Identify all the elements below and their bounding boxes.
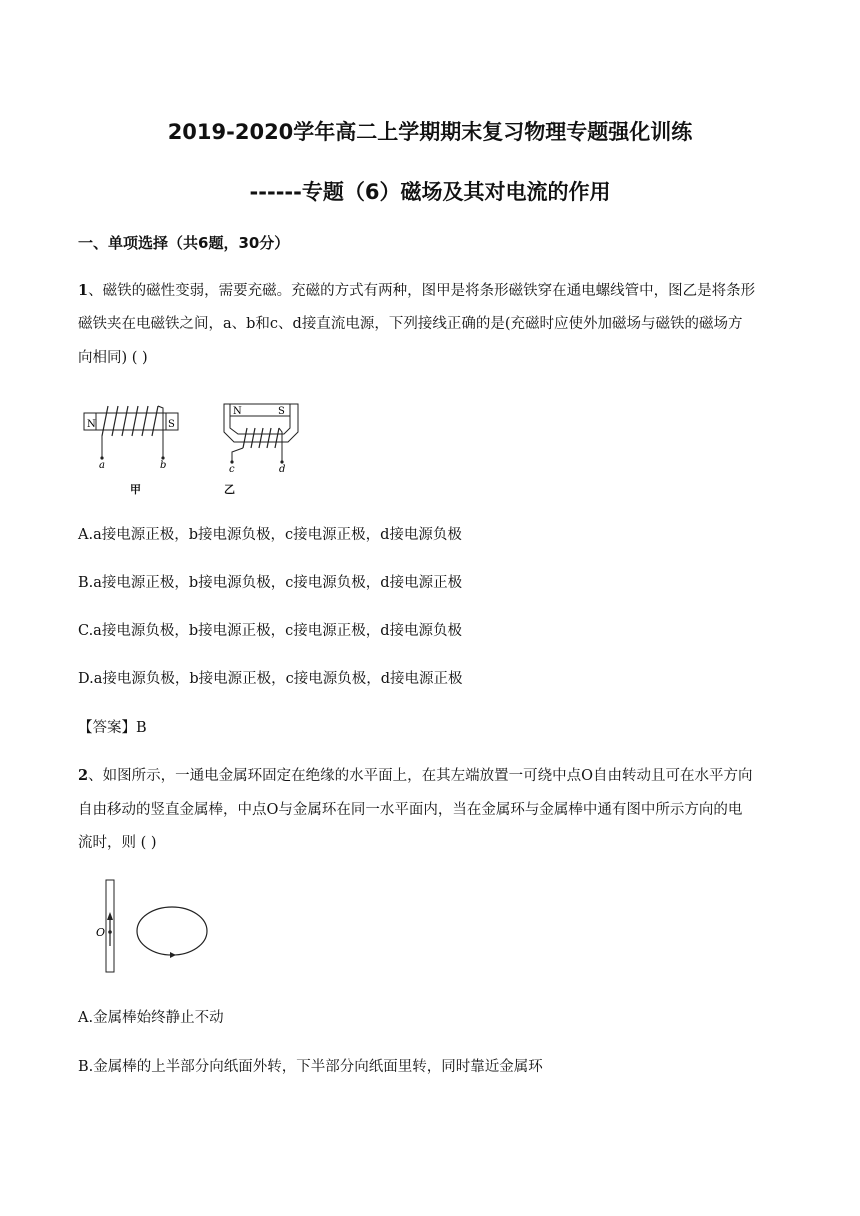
question-1-option-d: D.a接电源负极，b接电源正极，c接电源负极，d接电源正极 [78,671,463,687]
figure-yi-label: 乙 [224,483,235,496]
electromagnet-n-label: N [233,406,242,417]
question-1-answer [78,716,147,737]
figure-jia-label: 甲 [130,483,141,496]
terminal-c: c [229,464,235,475]
terminal-d: d [279,464,286,475]
question-1-text: 、磁铁的磁性变弱，需要充磁。充磁的方式有两种，图甲是将条形磁铁穿在通电螺线管中，图乙是将条形 [88,283,756,299]
page-title: 2019-2020学年高二上学期期末复习物理专题强化训练 [167,120,693,144]
question-2-line-1 [78,764,752,785]
terminal-b: b [160,460,167,471]
magnet-s-label: S [168,419,175,430]
question-1-option-c: C.a接电源负极，b接电源正极，c接电源正极，d接电源负极 [78,623,463,639]
answer-value: B [136,720,147,736]
section-heading: 一、单项选择（共6题，30分） [78,234,290,252]
pivot-o-label: O [96,926,106,939]
page-subtitle: ------专题（6）磁场及其对电流的作用 [249,180,611,204]
question-2-line-2: 自由移动的竖直金属棒，中点O与金属环在同一水平面内，当在金属环与金属棒中通有图中所示方向的电 [78,802,743,818]
question-1-line-3: 向相同) ( ) [78,350,148,366]
question-1-line-2: 磁铁夹在电磁铁之间，a、b和c、d接直流电源，下列接线正确的是(充磁时应使外加磁场与磁铁的磁场方 [78,316,743,332]
question-2-number: 2 [78,767,89,784]
question-1-number: 1 [78,282,89,299]
answer-label: 【答案】 [78,720,136,736]
question-1-option-b: B.a接电源正极，b接电源负极，c接电源负极，d接电源正极 [78,575,463,591]
question-2-option-b: B.金属棒的上半部分向纸面外转，下半部分向纸面里转，同时靠近金属环 [78,1059,543,1075]
question-2-text: 、如图所示，一通电金属环固定在绝缘的水平面上，在其左端放置一可绕中点O自由转动且可在水平方向 [88,768,753,784]
magnet-n-label: N [87,419,96,430]
question-2-option-a: A.金属棒始终静止不动 [78,1010,224,1026]
electromagnet-s-label: S [278,406,285,417]
question-1-option-a: A.a接电源正极，b接电源负极，c接电源正极，d接电源负极 [78,527,462,543]
question-2-line-3: 流时，则 ( ) [78,835,157,851]
terminal-a: a [99,460,105,471]
figure-rod-and-ring [92,876,222,976]
question-1-line-1 [78,279,755,300]
